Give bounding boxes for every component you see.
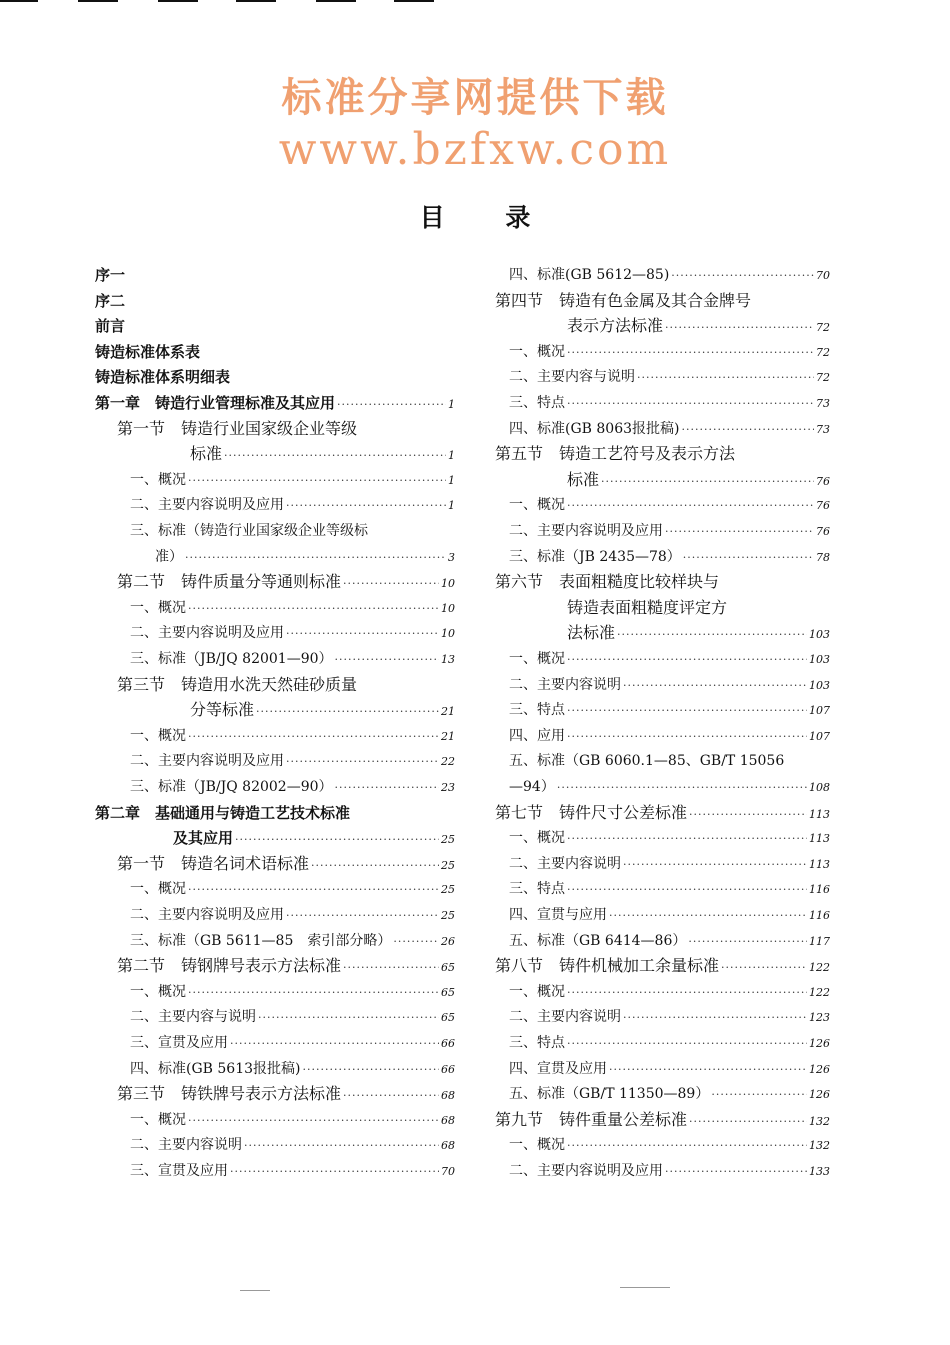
toc-entry[interactable] xyxy=(495,979,830,1005)
toc-page-number: 3 xyxy=(448,550,455,564)
toc-entry[interactable] xyxy=(95,774,455,800)
toc-page-number: 1 xyxy=(448,398,455,411)
leader-dots xyxy=(683,545,814,571)
toc-entry-title: 第一节 铸造行业国家级企业等级 xyxy=(117,418,358,438)
toc-page-number: 25 xyxy=(441,833,455,847)
toc-entry-title: 第三节 铸造用水洗天然硅砂质量 xyxy=(117,674,358,694)
scan-rule xyxy=(0,0,38,2)
toc-entry-title: 二、主要内容与说明 xyxy=(130,1009,256,1026)
toc-entry[interactable] xyxy=(495,1030,830,1056)
toc-entry[interactable] xyxy=(95,851,455,877)
toc-page-number: 26 xyxy=(441,934,455,948)
toc-entry-title: 第七节 铸件尺寸公差标准 xyxy=(495,802,688,822)
toc-page-number: 133 xyxy=(809,1165,830,1178)
toc-page-number: 73 xyxy=(816,397,830,410)
toc-entry[interactable] xyxy=(95,876,455,902)
toc-entry[interactable] xyxy=(495,1056,830,1082)
toc-entry[interactable] xyxy=(495,1132,830,1158)
toc-entry[interactable] xyxy=(95,467,455,493)
toc-entry[interactable] xyxy=(95,825,455,851)
toc-entry[interactable] xyxy=(95,723,455,749)
toc-entry-title: 第六节 表面粗糙度比较样块与 xyxy=(495,572,720,592)
toc-entry[interactable] xyxy=(495,672,830,698)
toc-entry-title: 一、概况 xyxy=(130,471,186,488)
toc-entry[interactable] xyxy=(95,1107,455,1133)
scan-speck xyxy=(240,1290,270,1291)
toc-entry[interactable] xyxy=(95,620,455,646)
toc-page-number: 1 xyxy=(448,499,455,513)
toc-entry[interactable] xyxy=(495,825,830,851)
toc-entry-title: 三、特点 xyxy=(509,395,565,411)
toc-entry[interactable] xyxy=(495,876,830,902)
leader-dots xyxy=(567,877,807,903)
toc-entry[interactable] xyxy=(95,697,455,723)
toc-page-number: 66 xyxy=(441,1037,455,1050)
leader-dots xyxy=(188,724,439,750)
toc-entry[interactable] xyxy=(95,1004,455,1030)
toc-entry[interactable] xyxy=(95,569,455,595)
toc-entry-title: 三、标准（铸造行业国家级企业等级标 xyxy=(130,523,368,539)
toc-entry-title: 二、主要内容与说明 xyxy=(509,369,635,386)
leader-dots xyxy=(230,1031,439,1057)
toc-entry-title: 三、标准（JB/JQ 82001—90） xyxy=(130,651,333,667)
toc-entry[interactable] xyxy=(495,953,830,979)
leader-dots xyxy=(601,469,814,495)
leader-dots xyxy=(637,365,814,391)
toc-entry-title: 第二节 铸钢牌号表示方法标准 xyxy=(117,956,342,976)
toc-entry[interactable] xyxy=(495,1081,830,1107)
toc-page-number: 68 xyxy=(441,1113,455,1127)
toc-entry-title: 二、主要内容说明 xyxy=(130,1137,242,1154)
toc-page-number: 68 xyxy=(441,1139,455,1153)
toc-entry-title: 第二章 基础通用与铸造工艺技术标准 xyxy=(95,803,351,822)
toc-entry-title: 准） xyxy=(155,548,183,565)
toc-page-number: 78 xyxy=(816,550,830,564)
leader-dots xyxy=(286,493,446,519)
toc-page-number: 10 xyxy=(441,627,455,641)
toc-entry[interactable] xyxy=(495,697,830,723)
leader-dots xyxy=(681,417,814,443)
toc-entry-title: 二、主要内容说明及应用 xyxy=(509,523,663,539)
toc-entry-title: 二、主要内容说明 xyxy=(509,855,621,872)
toc-entry[interactable] xyxy=(495,595,830,621)
toc-entry-title: 一、概况 xyxy=(130,881,186,898)
toc-entry[interactable] xyxy=(95,979,455,1005)
toc-entry-title: 铸造标准体系表 xyxy=(95,342,201,361)
toc-entry-title: 二、主要内容说明及应用 xyxy=(130,497,284,514)
leader-dots xyxy=(244,1133,439,1159)
leader-dots xyxy=(623,673,807,699)
toc-entry[interactable] xyxy=(95,1158,455,1184)
toc-entry[interactable] xyxy=(495,313,830,339)
toc-entry[interactable] xyxy=(95,748,455,774)
toc-entry-title: 及其应用 xyxy=(173,829,234,848)
toc-page-number: 10 xyxy=(441,601,455,615)
leader-dots xyxy=(393,929,439,955)
toc-entry[interactable] xyxy=(495,774,830,800)
scan-rule xyxy=(78,0,118,2)
toc-entry-title: 一、概况 xyxy=(130,1111,186,1128)
leader-dots xyxy=(224,443,446,469)
toc-page-number: 25 xyxy=(441,858,455,872)
toc-entry-title: 第九节 铸件重量公差标准 xyxy=(495,1109,688,1129)
toc-entry-title: 第一章 铸造行业管理标准及其应用 xyxy=(95,394,336,412)
toc-entry[interactable] xyxy=(495,262,830,288)
toc-entry-title: 一、概况 xyxy=(509,830,565,847)
toc-entry-title: 一、概况 xyxy=(130,727,186,744)
toc-entry[interactable] xyxy=(95,672,455,698)
leader-dots xyxy=(188,468,446,494)
toc-entry[interactable] xyxy=(495,416,830,442)
toc-entry-title: 三、特点 xyxy=(509,1035,565,1051)
toc-entry[interactable] xyxy=(95,262,455,288)
toc-entry[interactable] xyxy=(95,646,455,672)
leader-dots xyxy=(689,1109,807,1135)
page-title: 目 录 xyxy=(419,203,531,232)
leader-dots xyxy=(623,852,807,878)
leader-dots xyxy=(343,1083,439,1109)
toc-entry-title: 二、主要内容说明及应用 xyxy=(130,625,284,642)
toc-page-number: 13 xyxy=(441,653,455,666)
leader-dots xyxy=(665,1159,807,1185)
leader-dots xyxy=(689,802,807,828)
leader-dots xyxy=(665,315,814,341)
toc-entry-title: 二、主要内容说明 xyxy=(509,1009,621,1026)
toc-page-number: 123 xyxy=(809,1011,830,1025)
leader-dots xyxy=(721,955,807,981)
toc-entry-title: 一、概况 xyxy=(509,651,565,667)
toc-page-number: 122 xyxy=(809,961,830,975)
leader-dots xyxy=(335,647,439,673)
toc-entry[interactable] xyxy=(95,1132,455,1158)
toc-entry[interactable] xyxy=(495,928,830,954)
toc-entry-title: 铸造标准体系明细表 xyxy=(95,368,231,387)
toc-entry[interactable] xyxy=(495,620,830,646)
toc-entry[interactable] xyxy=(95,953,455,979)
leader-dots xyxy=(343,955,439,981)
leader-dots xyxy=(623,1005,807,1031)
leader-dots xyxy=(188,596,439,622)
toc-entry[interactable] xyxy=(95,518,455,544)
leader-dots xyxy=(567,1133,807,1159)
toc-entry[interactable] xyxy=(495,646,830,672)
toc-entry[interactable] xyxy=(95,928,455,954)
leader-dots xyxy=(609,903,807,929)
toc-page-number: 1 xyxy=(448,449,455,463)
toc-entry[interactable] xyxy=(95,492,455,518)
toc-page-number: 103 xyxy=(809,628,830,642)
toc-page-number: 108 xyxy=(809,781,830,794)
leader-dots xyxy=(567,1031,807,1057)
toc-entry[interactable] xyxy=(95,313,455,339)
toc-page-number: 72 xyxy=(816,321,830,335)
toc-entry-title: 三、标准（GB 5611—85 索引部分略） xyxy=(130,932,392,949)
toc-entry[interactable] xyxy=(495,492,830,518)
leader-dots xyxy=(567,724,807,750)
toc-page-number: 10 xyxy=(441,577,455,591)
toc-entry-title: 一、概况 xyxy=(130,599,186,616)
toc-entry[interactable] xyxy=(95,544,455,570)
toc-entry[interactable] xyxy=(95,1056,455,1082)
toc-entry[interactable] xyxy=(495,288,830,314)
toc-entry-title: 三、特点 xyxy=(509,881,565,898)
toc-page-number: 116 xyxy=(809,909,830,922)
toc-entry-title: 四、标准(GB 5613报批稿) xyxy=(130,1060,301,1077)
toc-entry[interactable] xyxy=(495,723,830,749)
toc-entry[interactable] xyxy=(495,339,830,365)
toc-entry-title: 二、主要内容说明及应用 xyxy=(509,1163,663,1179)
toc-entry[interactable] xyxy=(495,902,830,928)
toc-entry-title: 标准 xyxy=(190,444,223,464)
toc-page-number: 22 xyxy=(441,755,455,769)
toc-entry-title: 五、标准（GB/T 11350—89） xyxy=(509,1086,710,1103)
toc-page-number: 122 xyxy=(809,985,830,999)
toc-entry[interactable] xyxy=(495,569,830,595)
leader-dots xyxy=(567,340,814,366)
toc-page-number: 21 xyxy=(441,705,455,719)
toc-page-number: 126 xyxy=(809,1088,830,1102)
leader-dots xyxy=(335,775,439,801)
leader-dots xyxy=(286,749,439,775)
scan-rule xyxy=(316,0,356,2)
toc-entry-title: 第八节 铸件机械加工余量标准 xyxy=(495,956,720,976)
toc-entry-title: 四、标准(GB 5612—85) xyxy=(509,267,670,283)
toc-entry-title: 法标准 xyxy=(567,623,616,643)
toc-page-number: 113 xyxy=(809,857,830,871)
leader-dots xyxy=(671,263,814,289)
leader-dots xyxy=(711,1082,807,1108)
leader-dots xyxy=(665,519,814,545)
toc-entry-title: 三、特点 xyxy=(509,702,565,719)
toc-entry-title: 第四节 铸造有色金属及其合金牌号 xyxy=(495,290,752,310)
toc-page-number: 25 xyxy=(441,883,455,897)
toc-entry-title: 分等标准 xyxy=(190,700,255,720)
toc-page-number: 132 xyxy=(809,1139,830,1153)
toc-entry-title: 前言 xyxy=(95,317,126,336)
toc-page-number: 132 xyxy=(809,1114,830,1128)
toc-page-number: 76 xyxy=(816,499,830,513)
toc-entry[interactable] xyxy=(495,467,830,493)
watermark-title: 标准分享网提供下载 xyxy=(281,75,669,121)
toc-entry[interactable] xyxy=(95,595,455,621)
toc-entry[interactable] xyxy=(495,441,830,467)
toc-entry-title: 标准 xyxy=(567,469,600,489)
toc-page-number: 21 xyxy=(441,729,455,743)
leader-dots xyxy=(567,980,807,1006)
toc-entry-title: 二、主要内容说明及应用 xyxy=(130,753,284,770)
toc-page-number: 25 xyxy=(441,909,455,922)
toc-entry[interactable] xyxy=(95,288,455,314)
toc-entry[interactable] xyxy=(495,748,830,774)
toc-page-number: 1 xyxy=(448,473,455,487)
leader-dots xyxy=(256,699,439,725)
scan-rule xyxy=(158,0,198,2)
toc-entry-title: 一、概况 xyxy=(509,1137,565,1154)
toc-entry-title: 第一节 铸造名词术语标准 xyxy=(117,853,310,873)
toc-entry[interactable] xyxy=(495,800,830,826)
toc-entry[interactable] xyxy=(495,544,830,570)
toc-page-number: 65 xyxy=(441,985,455,999)
leader-dots xyxy=(188,877,439,903)
watermark-url: www.bzfxw.com xyxy=(278,124,672,175)
toc-entry[interactable] xyxy=(95,1030,455,1056)
leader-dots xyxy=(567,391,814,417)
toc-page-number: 117 xyxy=(809,934,830,948)
toc-entry-title: 一、概况 xyxy=(509,497,565,514)
leader-dots xyxy=(286,621,439,647)
leader-dots xyxy=(617,622,807,648)
leader-dots xyxy=(311,853,439,879)
leader-dots xyxy=(567,493,814,519)
toc-entry-title: 二、主要内容说明及应用 xyxy=(130,907,284,923)
toc-entry-title: 四、应用 xyxy=(509,727,565,744)
leader-dots xyxy=(567,647,807,673)
toc-page-number: 126 xyxy=(809,1037,830,1050)
toc-page-number: 72 xyxy=(816,371,830,385)
toc-entry-title: —94） xyxy=(509,779,555,795)
toc-entry-title: 一、概况 xyxy=(509,343,565,360)
toc-page-number: 113 xyxy=(809,807,830,821)
toc-entry[interactable] xyxy=(495,851,830,877)
toc-page-number: 103 xyxy=(809,653,830,666)
toc-entry-title: 四、宣贯与应用 xyxy=(509,907,607,923)
toc-entry-title: 三、标准（JB 2435—78） xyxy=(509,548,681,565)
toc-page-number: 23 xyxy=(441,781,455,794)
toc-page-number: 107 xyxy=(809,729,830,743)
toc-entry[interactable] xyxy=(95,800,455,826)
leader-dots xyxy=(258,1005,439,1031)
toc-entry-title: 第五节 铸造工艺符号及表示方法 xyxy=(495,444,736,464)
toc-page-number: 72 xyxy=(816,345,830,359)
leader-dots xyxy=(185,545,446,571)
toc-entry-title: 三、宣贯及应用 xyxy=(130,1163,228,1179)
toc-entry[interactable] xyxy=(95,1081,455,1107)
toc-page-number: 107 xyxy=(809,704,830,718)
toc-page-number: 126 xyxy=(809,1062,830,1076)
toc-entry-title: 第三节 铸铁牌号表示方法标准 xyxy=(117,1084,342,1104)
toc-entry[interactable] xyxy=(95,339,455,365)
leader-dots xyxy=(188,1108,439,1134)
toc-entry-title: 表示方法标准 xyxy=(567,316,664,336)
toc-entry[interactable] xyxy=(95,390,455,416)
toc-page-number: 66 xyxy=(441,1062,455,1076)
toc-entry-title: 铸造表面粗糙度评定方 xyxy=(567,597,728,617)
toc-entry-title: 四、标准(GB 8063报批稿) xyxy=(509,420,680,437)
toc-entry[interactable] xyxy=(95,416,455,442)
leader-dots xyxy=(302,1057,439,1083)
leader-dots xyxy=(286,903,439,929)
toc-entry-title: 序二 xyxy=(95,291,126,310)
toc-entry-title: 三、宣贯及应用 xyxy=(130,1035,228,1051)
toc-entry[interactable] xyxy=(495,390,830,416)
toc-entry[interactable] xyxy=(495,518,830,544)
toc-entry-title: 五、标准（GB 6060.1—85、GB/T 15056 xyxy=(509,753,785,770)
leader-dots xyxy=(343,571,439,597)
toc-entry[interactable] xyxy=(495,1004,830,1030)
toc-entry[interactable] xyxy=(95,441,455,467)
toc-page-number: 70 xyxy=(816,269,830,282)
toc-entry[interactable] xyxy=(95,902,455,928)
toc-page-number: 68 xyxy=(441,1089,455,1103)
toc-page-number: 116 xyxy=(809,883,830,897)
toc-entry-title: 第二节 铸件质量分等通则标准 xyxy=(117,572,342,592)
toc-page-number: 70 xyxy=(441,1165,455,1178)
toc-entry[interactable] xyxy=(495,364,830,390)
toc-entry-title: 序一 xyxy=(95,266,126,284)
toc-page-number: 76 xyxy=(816,474,830,488)
leader-dots xyxy=(230,1159,439,1185)
leader-dots xyxy=(609,1057,807,1083)
toc-entry[interactable] xyxy=(95,364,455,390)
leader-dots xyxy=(337,392,446,418)
leader-dots xyxy=(688,929,807,955)
toc-entry-title: 二、主要内容说明 xyxy=(509,676,621,693)
toc-entry[interactable] xyxy=(495,1107,830,1133)
toc-entry[interactable] xyxy=(495,1158,830,1184)
leader-dots xyxy=(235,827,439,853)
toc-entry-title: 五、标准（GB 6414—86） xyxy=(509,932,687,949)
leader-dots xyxy=(567,698,807,724)
leader-dots xyxy=(188,980,439,1006)
toc-page-number: 73 xyxy=(816,422,830,436)
leader-dots xyxy=(557,775,807,801)
toc-page-number: 65 xyxy=(441,961,455,975)
toc-page-number: 103 xyxy=(809,678,830,692)
scan-rule xyxy=(236,0,276,2)
toc-entry-title: 三、标准（JB/JQ 82002—90） xyxy=(130,779,333,795)
toc-entry-title: 四、宣贯及应用 xyxy=(509,1060,607,1077)
leader-dots xyxy=(567,826,807,852)
toc-page-number: 76 xyxy=(816,525,830,538)
toc-entry-title: 一、概况 xyxy=(130,983,186,1000)
scan-rule xyxy=(394,0,434,2)
scan-speck xyxy=(620,1287,670,1288)
toc-page-number: 113 xyxy=(809,832,830,846)
toc-page-number: 65 xyxy=(441,1011,455,1025)
toc-entry-title: 一、概况 xyxy=(509,983,565,1000)
